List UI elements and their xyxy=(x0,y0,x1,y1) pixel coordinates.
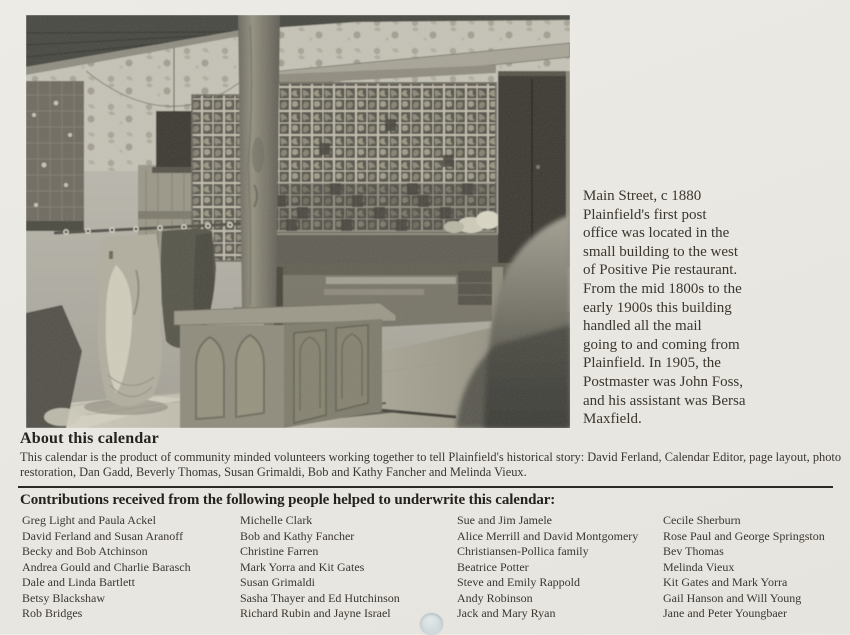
contributor-name: Susan Grimaldi xyxy=(240,575,315,590)
caption-line: Plainfield. In 1905, the xyxy=(583,355,721,372)
contributor-name: Mark Yorra and Kit Gates xyxy=(240,559,365,574)
contributions-heading: Contributions received from the following people helped to underwrite this calendar: xyxy=(20,492,556,508)
caption-line: early 1900s this building xyxy=(583,299,732,316)
caption-line: office was located in the xyxy=(583,225,730,242)
contributor-name: Jack and Mary Ryan xyxy=(457,606,556,621)
contributor-name: Bob and Kathy Fancher xyxy=(240,528,355,543)
contributor-name: Rob Bridges xyxy=(22,606,83,621)
contributor-name: Andy Robinson xyxy=(457,590,533,605)
contributors-column-4 xyxy=(663,513,825,622)
caption-line: From the mid 1800s to the xyxy=(583,280,742,297)
contributor-name: Jane and Peter Youngbaer xyxy=(663,606,787,621)
caption-line: small building to the west xyxy=(583,243,738,260)
contributor-name: Dale and Linda Bartlett xyxy=(22,575,135,590)
caption-line: Plainfield's first post xyxy=(583,206,707,223)
caption-line: handled all the mail xyxy=(583,318,702,335)
contributors-column-3 xyxy=(457,513,638,622)
contributor-name: Melinda Vieux xyxy=(663,559,735,574)
contributors-column-1 xyxy=(22,513,191,622)
contributor-name: Christiansen-Pollica family xyxy=(457,544,589,559)
contributor-name: Gail Hanson and Will Young xyxy=(663,590,802,605)
photo-grain xyxy=(26,15,570,428)
contributor-name: Steve and Emily Rappold xyxy=(457,575,580,590)
about-section xyxy=(20,430,842,480)
about-body-line: restoration, Dan Gadd, Beverly Thomas, Susan Grimaldi, Bob and Kathy Fancher and Melinda Vieux. xyxy=(20,464,527,479)
contributor-name: Sasha Thayer and Ed Hutchinson xyxy=(240,590,400,605)
contributor-name: Greg Light and Paula Ackel xyxy=(22,513,156,527)
about-heading: About this calendar xyxy=(20,430,159,447)
contributor-name: Becky and Bob Atchinson xyxy=(22,544,148,559)
binding-hole xyxy=(420,613,443,635)
contributors-column-2 xyxy=(240,513,400,622)
contributor-name: Bev Thomas xyxy=(663,544,724,559)
contributor-name: Alice Merrill and David Montgomery xyxy=(457,528,639,543)
section-divider-rule xyxy=(18,486,833,488)
contributor-name: David Ferland and Susan Aranoff xyxy=(22,528,184,543)
caption-line: and his assistant was Bersa xyxy=(583,392,746,409)
caption-line: Postmaster was John Foss, xyxy=(583,373,744,390)
contributor-name: Michelle Clark xyxy=(240,513,313,527)
contributor-name: Betsy Blackshaw xyxy=(22,590,105,605)
about-body-line: This calendar is the product of community minded volunteers working together to tell Plainfield's historical story: David Ferland, Calendar Editor, page layout, photo xyxy=(20,450,842,464)
caption-line: going to and coming from xyxy=(583,336,740,353)
contributor-name: Cecile Sherburn xyxy=(663,513,741,527)
contributor-name: Beatrice Potter xyxy=(457,559,529,574)
caption-line: Main Street, c 1880 xyxy=(583,188,702,204)
caption-line: of Positive Pie restaurant. xyxy=(583,262,738,279)
contributor-name: Richard Rubin and Jayne Israel xyxy=(240,606,391,621)
contributor-name: Kit Gates and Mark Yorra xyxy=(663,575,788,590)
contributor-name: Sue and Jim Jamele xyxy=(457,513,552,527)
post-office-photo-art xyxy=(26,15,570,428)
contributor-name: Christine Farren xyxy=(240,544,319,559)
caption-line: Maxfield. xyxy=(583,411,642,428)
photo-caption xyxy=(583,187,841,429)
contributor-name: Rose Paul and George Springston xyxy=(663,528,825,543)
post-office-photo xyxy=(26,15,570,428)
contributor-name: Andrea Gould and Charlie Barasch xyxy=(22,559,191,574)
